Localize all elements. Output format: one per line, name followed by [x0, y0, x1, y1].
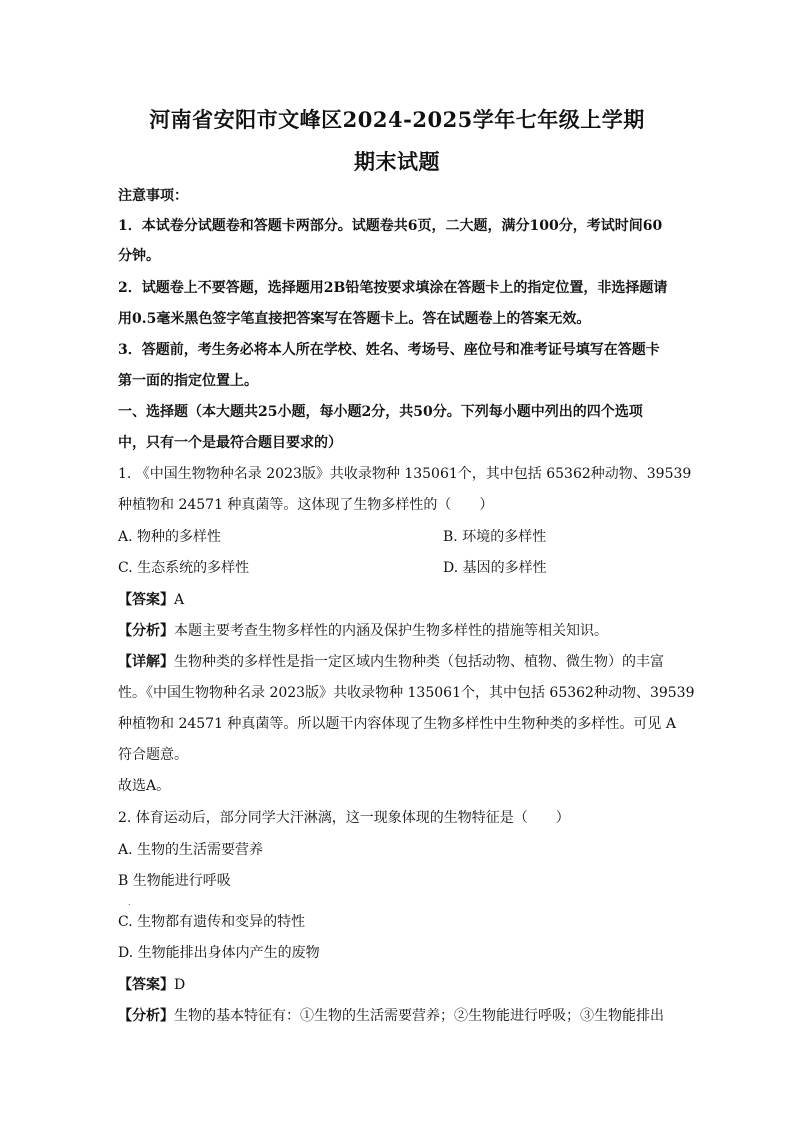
q1-analysis-text: 本题主要考查生物多样性的内涵及保护生物多样性的措施等相关知识。: [174, 623, 608, 639]
detail-tag: 【详解】: [118, 654, 174, 670]
q2-option-b-stray-dot: .: [128, 898, 131, 907]
q1-option-d: D. 基因的多样性: [443, 560, 547, 576]
q1-conclusion: 故选A。: [118, 778, 171, 794]
note-2-line-2: 用0.5毫米黑色签字笔直接把答案写在答题卡上。答在试题卷上的答案无效。: [118, 311, 591, 327]
q2-stem: 2. 体育运动后，部分同学大汗淋漓，这一现象体现的生物特征是（ ）: [118, 810, 570, 826]
q1-detail-line-1: [118, 652, 678, 672]
note-1-line-2: 分钟。: [118, 248, 160, 264]
q1-answer: [118, 590, 678, 610]
note-3-line-2: 第一面的指定位置上。: [118, 373, 258, 389]
q2-answer: [118, 975, 678, 995]
q1-analysis: [118, 621, 678, 641]
answer-tag: 【答案】: [118, 592, 174, 608]
note-2-line-1: 2．试题卷上不要答题，选择题用2B铅笔按要求填涂在答题卡上的指定位置，非选择题请: [118, 280, 668, 296]
q1-stem-line-2: 种植物和 24571 种真菌等。这体现了生物多样性的（ ）: [118, 497, 494, 513]
notes-heading: 注意事项：: [118, 188, 188, 204]
q1-option-a: A. 物种的多样性: [118, 529, 222, 545]
q1-option-c: C. 生态系统的多样性: [118, 560, 250, 576]
note-3-line-1: 3．答题前，考生务必将本人所在学校、姓名、考场号、座位号和准考证号填写在答题卡: [118, 342, 660, 358]
q1-detail-line-4: 符合题意。: [118, 747, 188, 763]
analysis-tag: 【分析】: [118, 1008, 174, 1024]
document-title: 河南省安阳市文峰区2024-2025学年七年级上学期: [149, 107, 645, 132]
q2-analysis-text: 生物的基本特征有：①生物的生活需要营养；②生物能进行呼吸；③生物能排出: [174, 1008, 664, 1024]
q2-analysis: [118, 1006, 678, 1026]
section-1-heading-line-1: 一、选择题（本大题共25小题，每小题2分，共50分。下列每小题中列出的四个选项: [118, 404, 643, 420]
q2-option-c: C. 生物都有遗传和变异的特性: [118, 914, 306, 930]
analysis-tag: 【分析】: [118, 623, 174, 639]
q1-answer-value: A: [174, 592, 185, 608]
q1-detail-text-1: 生物种类的多样性是指一定区域内生物种类（包括动物、植物、微生物）的丰富: [174, 654, 664, 670]
q2-option-a: A. 生物的生活需要营养: [118, 842, 264, 858]
q1-detail-line-2: 性。《中国生物物种名录 2023版》共收录物种 135061个，其中包括 65362种动物、39539: [118, 685, 695, 701]
q1-stem-line-1: 1. 《中国生物物种名录 2023版》共收录物种 135061个，其中包括 65362种动物、39539: [118, 466, 692, 482]
q1-detail-line-3: 种植物和 24571 种真菌等。所以题干内容体现了生物多样性中生物种类的多样性。可见 A: [118, 716, 676, 732]
q2-answer-value: D: [174, 977, 186, 993]
q1-option-b: B. 环境的多样性: [443, 529, 547, 545]
q2-option-d: D. 生物能排出身体内产生的废物: [118, 945, 320, 961]
section-1-heading-line-2: 中，只有一个是最符合题目要求的）: [118, 435, 342, 451]
answer-tag: 【答案】: [118, 977, 174, 993]
q2-option-b: B 生物能进行呼吸: [118, 873, 231, 889]
document-subtitle: 期末试题: [354, 149, 440, 174]
note-1-line-1: 1．本试卷分试题卷和答题卡两部分。试题卷共6页，二大题，满分100分，考试时间60: [118, 218, 663, 234]
